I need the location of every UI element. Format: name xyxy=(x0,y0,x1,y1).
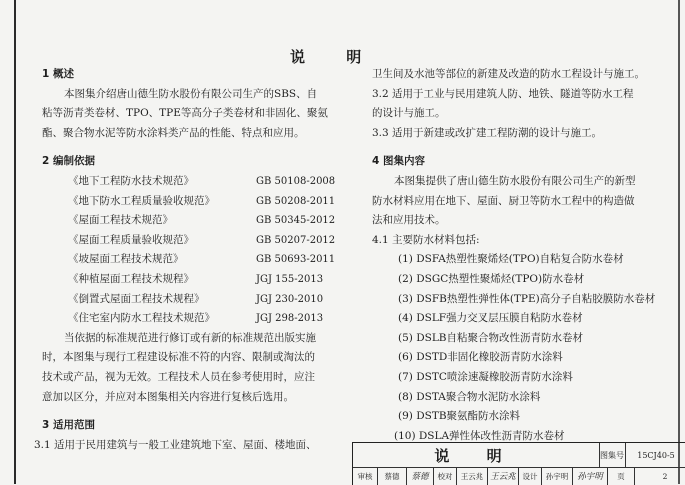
left-column xyxy=(34,65,344,455)
standard-name: 《坡屋面工程技术规范》 xyxy=(68,253,184,266)
atlas-label: 图集号 xyxy=(600,450,624,460)
section-1-heading: 1 概述 xyxy=(42,68,74,80)
review-label: 审核 xyxy=(353,467,378,485)
material-item: (5) DSLB自粘聚合物改性沥青防水卷材 xyxy=(398,331,584,344)
material-item: (4) DSLF强力交叉层压膜自粘防水卷材 xyxy=(398,312,583,325)
standard-row xyxy=(42,211,344,231)
content-line: 防水材料应用在地下、屋面、厨卫等防水工程中的构造做 xyxy=(372,194,635,207)
design-label: 设计 xyxy=(519,467,542,485)
standard-code: GB 50207-2012 xyxy=(256,234,336,246)
standard-row xyxy=(42,250,344,270)
basis-note-line: 技术或产品，视为无效。工程技术人员在参考使用时，应注 xyxy=(42,370,315,383)
right-border-line xyxy=(678,0,680,484)
standard-code: GB 50345-2012 xyxy=(256,215,336,227)
title-block xyxy=(352,442,685,485)
reviewer-name: 蔡德 xyxy=(378,467,407,485)
right-column xyxy=(372,65,667,446)
standard-code: JGJ 155-2013 xyxy=(256,273,324,285)
material-item: (3) DSFB热塑性弹性体(TPE)高分子自粘胶膜防水卷材 xyxy=(398,292,656,305)
basis-note-line: 时，本图集与现行工程建设标准不符的内容、限制或淘汰的 xyxy=(42,351,315,364)
standard-name: 《屋面工程技术规范》 xyxy=(68,214,173,227)
standard-code: JGJ 230-2010 xyxy=(256,293,324,305)
material-item: (6) DSTD非固化橡胶沥青防水涂料 xyxy=(398,351,563,364)
standard-code: GB 50693-2011 xyxy=(256,254,336,266)
atlas-label-cell xyxy=(599,443,626,468)
scope-line: 卫生间及水池等部位的新建及改造的防水工程设计与施工。 xyxy=(372,68,645,80)
standard-name: 《种植屋面工程技术规程》 xyxy=(68,272,194,285)
designer-name: 孙宇明 xyxy=(542,467,573,485)
atlas-number-cell xyxy=(625,443,685,468)
material-item: (10) DSLA弹性体改性沥青防水卷材 xyxy=(394,429,565,442)
basis-note-line: 当依据的标准规范进行修订或有新的标准规范出版实施 xyxy=(64,331,316,344)
scope-line: 3.3 适用于新建或改扩建工程防潮的设计与施工。 xyxy=(372,126,603,139)
section-2-heading: 2 编制依据 xyxy=(42,155,95,168)
standard-name: 《地下防水工程质量验收规范》 xyxy=(68,194,215,207)
standard-name: 《地下工程防水技术规范》 xyxy=(68,174,194,187)
standard-name: 《屋面工程质量验收规范》 xyxy=(68,233,194,246)
scope-line: 3.1 适用于民用建筑与一般工业建筑地下室、屋面、楼地面、 xyxy=(34,438,317,451)
material-item: (2) DSGC热塑性聚烯烃(TPO)防水卷材 xyxy=(398,272,585,285)
section-4-heading: 4 图集内容 xyxy=(372,155,425,168)
atlas-number: 15CJ40-5 xyxy=(637,450,675,460)
standard-row xyxy=(42,172,344,192)
standard-code: GB 50208-2011 xyxy=(256,195,336,207)
checker-name: 王云兆 xyxy=(457,467,488,485)
standard-code: JGJ 298-2013 xyxy=(256,313,324,325)
left-border-line xyxy=(14,0,16,484)
check-label: 校对 xyxy=(434,467,457,485)
content-line: 法和应用技术。 xyxy=(372,214,446,227)
overview-line: 酯、聚合物水泥等防水涂料类产品的性能、特点和应用。 xyxy=(42,126,305,139)
standard-code: GB 50108-2008 xyxy=(256,175,336,187)
title-block-title-cell xyxy=(353,443,600,468)
standard-row xyxy=(42,270,344,290)
content-line: 本图集提供了唐山德生防水股份有限公司生产的新型 xyxy=(394,174,636,187)
scope-line: 的设计与施工。 xyxy=(372,107,446,120)
material-item: (8) DSTA聚合物水泥防水涂料 xyxy=(398,390,541,403)
material-item: (9) DSTB聚氨酯防水涂料 xyxy=(398,410,521,423)
materials-intro: 4.1 主要防水材料包括: xyxy=(372,233,480,246)
scope-line: 3.2 适用于工业与民用建筑人防、地铁、隧道等防水工程 xyxy=(372,87,634,100)
material-item: (1) DSFA热塑性聚烯烃(TPO)自粘复合防水卷材 xyxy=(398,253,624,266)
overview-line: 粘等沥青类卷材、TPO、TPE等高分子类卷材和非固化、聚氨 xyxy=(42,107,328,120)
checker-signature: 王云兆 xyxy=(488,467,519,485)
page-title: 说 明 xyxy=(290,48,380,66)
title-block-signature-row xyxy=(353,467,685,485)
reviewer-signature: 蔡德 xyxy=(407,467,434,485)
section-3-heading: 3 适用范围 xyxy=(42,419,95,432)
page-label: 页 xyxy=(608,467,635,485)
title-block-title: 说 明 xyxy=(434,446,518,465)
standard-row xyxy=(42,192,344,212)
standard-name: 《住宅室内防水工程技术规范》 xyxy=(68,312,215,325)
standard-row xyxy=(42,309,344,329)
basis-note-line: 意加以区分，并应对本图集相关内容进行复核后选用。 xyxy=(42,390,294,403)
standard-row xyxy=(42,231,344,251)
designer-signature: 孙宇明 xyxy=(573,467,608,485)
material-item: (7) DSTC喷涂速凝橡胶沥青防水涂料 xyxy=(398,370,573,383)
standard-row xyxy=(42,290,344,310)
page-number: 2 xyxy=(662,471,668,481)
overview-line: 本图集介绍唐山德生防水股份有限公司生产的SBS、自 xyxy=(64,87,318,100)
standard-name: 《倒置式屋面工程技术规程》 xyxy=(68,292,205,305)
